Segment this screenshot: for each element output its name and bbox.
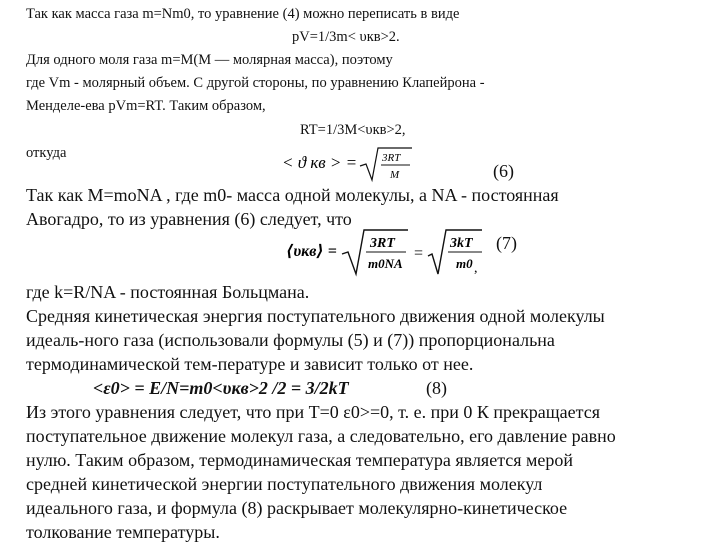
text-line-9: Авогадро, то из уравнения (6) следует, что: [26, 209, 352, 229]
formula-7-numerator-1: 3RT: [370, 236, 395, 251]
text-line-2: pV=1/3m< υкв>2.: [292, 29, 400, 45]
text-line-13: термодинамической тем-пературе и зависит только от нее.: [26, 354, 474, 374]
text-line-4: где Vm - молярный объем. С другой стороны, по уравнению Клапейрона -: [26, 75, 485, 91]
formula-7-equals: =: [414, 245, 424, 262]
formula-7-comma: ,: [474, 261, 478, 276]
text-line-3: Для одного моля газа m=M(M — молярная масса), поэтому: [26, 52, 393, 68]
text-line-7: откуда: [26, 145, 67, 161]
formula-7-denominator-1: m0NA: [368, 256, 403, 271]
text-line-5: Менделе-ева pVm=RT. Таким образом,: [26, 98, 266, 114]
formula-7-numerator-2: 3kT: [450, 236, 473, 251]
formula-6: [282, 144, 462, 184]
equation-number-8: (8): [426, 378, 447, 398]
formula-8: <ε0> = E/N=m0<υкв>2 /2 = 3/2kT: [93, 378, 349, 398]
formula-7: [286, 226, 486, 278]
text-line-15: Из этого уравнения следует, что при T=0 ε0>=0, т. е. при 0 К прекращается: [26, 402, 600, 422]
text-line-1: Так как масса газа m=Nm0, то уравнение (4) можно переписать в виде: [26, 6, 460, 22]
formula-7-lhs: ⟨υкв⟩ =: [286, 243, 337, 260]
text-line-18: средней кинетической энергии поступательного движения молекул: [26, 474, 543, 494]
text-line-12: идеаль-ного газа (использовали формулы (5) и (7)) пропорциональна: [26, 330, 555, 350]
formula-6-numerator: 3RT: [382, 152, 401, 164]
text-line-8: Так как M=moNA , где m0- масса одной молекулы, а NA - постоянная: [26, 185, 559, 205]
equation-number-6: (6): [493, 161, 514, 181]
text-line-11: Средняя кинетическая энергия поступательного движения одной молекулы: [26, 306, 605, 326]
text-line-6: RT=1/3M<υкв>2,: [300, 122, 406, 138]
equation-number-7: (7): [496, 233, 517, 253]
text-line-19: идеального газа, и формула (8) раскрывает молекулярно-кинетическое: [26, 498, 568, 518]
text-line-10: где k=R/NA - постоянная Больцмана.: [26, 282, 310, 302]
formula-6-lhs: < ϑ кв > =: [282, 153, 358, 172]
formula-7-denominator-2: m0: [456, 256, 473, 271]
text-line-20: толкование температуры.: [26, 522, 220, 542]
text-line-16: поступательное движение молекул газа, а следовательно, его давление равно: [26, 426, 616, 446]
text-line-17: нулю. Таким образом, термодинамическая температура является мерой: [26, 450, 574, 470]
formula-6-denominator: M: [390, 169, 400, 181]
